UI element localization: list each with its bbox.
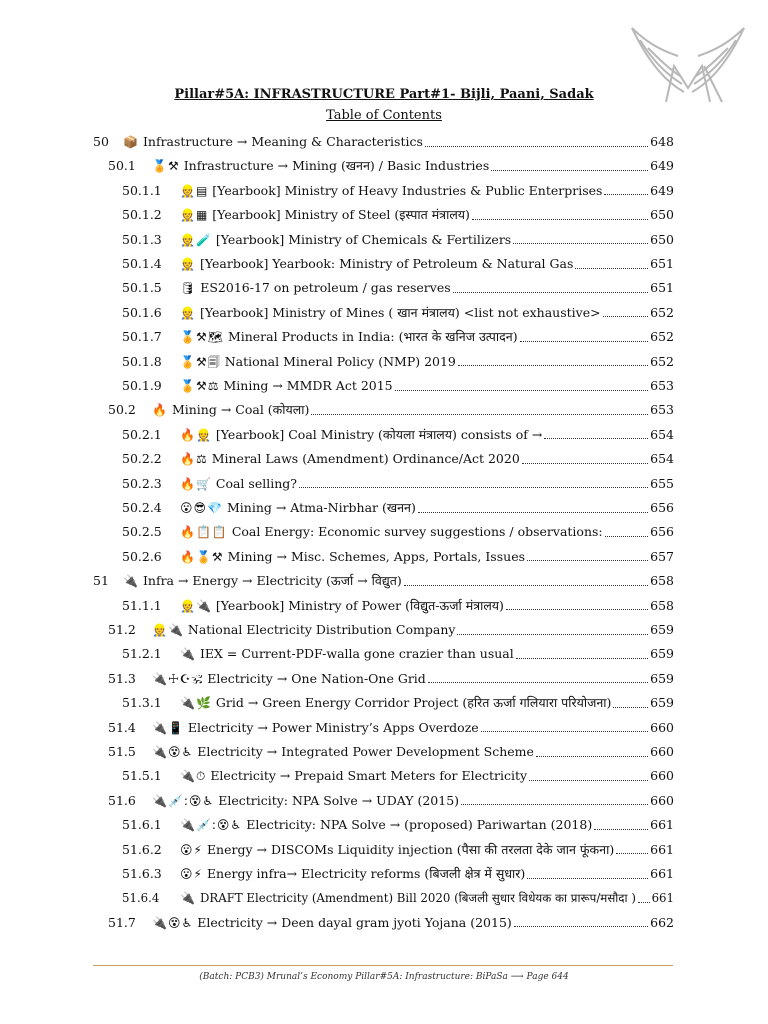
toc-entry[interactable]	[122, 496, 674, 520]
toc-leader-dots	[404, 585, 648, 586]
toc-entry-page-number: 656	[650, 500, 674, 515]
toc-leader-dots	[529, 780, 648, 781]
toc-leader-dots	[491, 170, 648, 171]
toc-entry-icons: 🔌	[180, 647, 196, 662]
toc-entry-page-number: 661	[650, 866, 674, 881]
toc-entry-title: [Yearbook] Yearbook: Ministry of Petroleum & Natural Gas	[199, 256, 574, 271]
toc-entry-number: 50.2.4	[122, 500, 162, 515]
toc-entry-number: 51.5	[108, 744, 136, 759]
toc-entry-icons: 👷🧪	[180, 232, 212, 247]
toc-entry-number: 50.1.3	[122, 231, 162, 247]
toc-entry-title: [Yearbook] Coal Ministry (कोयला मंत्रालय) consists of →	[215, 426, 543, 442]
toc-leader-dots	[461, 804, 648, 805]
toc-entry[interactable]	[122, 520, 674, 544]
toc-entry-title: Infrastructure → Mining (खनन) / Basic Industries	[183, 158, 490, 174]
toc-entry[interactable]	[108, 740, 674, 764]
toc-entry-page-number: 660	[650, 768, 674, 784]
toc-entry-title: Electricity: NPA Solve → (proposed) Pariwartan (2018)	[246, 817, 593, 833]
toc-entry[interactable]	[122, 472, 674, 496]
toc-entry[interactable]	[108, 154, 674, 178]
toc-entry-page-number: 662	[650, 914, 674, 930]
toc-entry-icons: 🔌	[180, 891, 196, 906]
toc-entry[interactable]	[93, 130, 674, 154]
toc-leader-dots	[428, 682, 648, 683]
toc-entry-number: 51.6.1	[122, 817, 162, 833]
toc-leader-dots	[481, 731, 648, 732]
toc-entry-icons: 🔌⏱	[180, 769, 207, 784]
toc-entry-page-number: 659	[650, 646, 674, 662]
toc-entry-icons: 🏅⚒🗐	[180, 354, 221, 369]
toc-entry-number: 50.1.5	[122, 280, 162, 296]
toc-leader-dots	[520, 341, 649, 342]
toc-entry-title: Mining → Misc. Schemes, Apps, Portals, Issues	[227, 548, 526, 564]
toc-entry[interactable]	[122, 203, 674, 227]
toc-entry-number: 51.6.4	[122, 891, 160, 906]
toc-entry-page-number: 653	[650, 402, 674, 418]
toc-entry-page-number: 659	[650, 622, 674, 637]
toc-entry-title: Electricity → Prepaid Smart Meters for Electricity	[210, 768, 528, 784]
toc-entry-number: 50.1.1	[122, 182, 162, 198]
toc-entry-icons: 🔌💉:😵♿	[180, 818, 243, 833]
toc-entry-icons: 👷▤	[180, 183, 209, 198]
toc-leader-dots	[506, 609, 648, 610]
toc-entry-number: 51.6.2	[122, 841, 162, 857]
toc-entry-page-number: 648	[650, 134, 674, 149]
toc-entry-title: [Yearbook] Ministry of Heavy Industries & Public Enterprises	[212, 182, 603, 198]
toc-entry-icons: 🏅⚒⚖	[180, 379, 220, 393]
toc-entry-page-number: 652	[650, 353, 674, 369]
toc-leader-dots	[472, 219, 648, 220]
toc-entry-title: [Yearbook] Ministry of Mines ( खान मंत्रालय) <list not exhaustive>	[199, 304, 601, 320]
toc-entry-page-number: 649	[650, 182, 674, 198]
toc-entry-title: ES2016-17 on petroleum / gas reserves	[200, 280, 451, 296]
toc-entry-title: Infra → Energy → Electricity (ऊर्जा → विद्युत)	[142, 573, 402, 589]
toc-entry-icons: 😮⚡	[180, 867, 203, 881]
toc-entry-icons: 📦	[123, 135, 139, 149]
toc-entry-page-number: 654	[650, 451, 674, 467]
toc-entry-page-number: 660	[650, 792, 674, 808]
toc-entry-title: Infrastructure → Meaning & Characteristics	[142, 134, 423, 149]
toc-entry-title: Electricity → One Nation-One Grid	[207, 670, 426, 686]
toc-entry-icons: 🔥👷	[180, 427, 212, 442]
document-title: Pillar#5A: INFRASTRUCTURE Part#1- Bijli, Paani, Sadak	[174, 87, 594, 102]
toc-entry-page-number: 657	[650, 548, 674, 564]
toc-entry-number: 50.2.2	[122, 451, 162, 467]
toc-leader-dots	[395, 390, 649, 391]
toc-entry-number: 50.2.3	[122, 475, 162, 491]
toc-entry-icons: 🔌📱	[152, 720, 184, 735]
toc-entry-icons: 🔥🛒	[180, 476, 212, 491]
toc-leader-dots	[604, 194, 648, 195]
toc-entry[interactable]	[122, 838, 674, 862]
toc-entry[interactable]	[122, 447, 674, 471]
toc-entry-icons: 🔌😵♿	[152, 915, 194, 930]
toc-entry-icons: 😮😎💎	[180, 501, 223, 515]
toc-entry[interactable]	[122, 179, 674, 203]
toc-entry[interactable]	[108, 398, 674, 422]
toc-leader-dots	[544, 438, 648, 439]
toc-entry-page-number: 660	[650, 744, 674, 759]
toc-entry-page-number: 651	[650, 256, 674, 271]
toc-entry[interactable]	[122, 374, 674, 398]
toc-entry-icons: 🔌	[123, 574, 139, 589]
toc-entry-icons: 👷	[180, 257, 196, 271]
toc-entry-page-number: 650	[650, 207, 674, 223]
toc-entry[interactable]	[122, 301, 674, 325]
toc-leader-dots	[603, 316, 649, 317]
toc-leader-dots	[616, 853, 648, 854]
toc-entry-icons: 🔥🏅⚒	[180, 549, 224, 564]
toc-entry-page-number: 652	[650, 329, 674, 345]
toc-entry-number: 50.1.4	[122, 256, 162, 271]
toc-leader-dots	[536, 756, 648, 757]
toc-entry-icons: 🔥📋📋	[180, 525, 228, 540]
toc-entry-number: 51.6.3	[122, 866, 162, 881]
toc-entry-page-number: 660	[650, 719, 674, 735]
toc-entry-title: Electricity: NPA Solve → UDAY (2015)	[218, 792, 460, 808]
toc-entry-page-number: 655	[650, 475, 674, 491]
toc-entry-page-number: 650	[650, 231, 674, 247]
toc-entry-page-number: 652	[650, 304, 674, 320]
toc-entry-title: Electricity → Integrated Power Development Scheme	[197, 744, 534, 759]
toc-entry-number: 51.3	[108, 670, 136, 686]
toc-entry-page-number: 649	[650, 158, 674, 174]
toc-leader-dots	[594, 829, 648, 830]
toc-entry-icons: 🔌☩☪🕉	[152, 671, 204, 686]
toc-entry[interactable]	[122, 642, 674, 666]
toc-entry-page-number: 661	[650, 817, 674, 833]
toc-entry-title: Energy infra→ Electricity reforms (बिजली क्षेत्र में सुधार)	[206, 866, 526, 881]
toc-entry-icons: 😮⚡	[180, 842, 203, 857]
toc-entry-number: 51.1.1	[122, 597, 162, 613]
toc-entry[interactable]	[122, 276, 674, 300]
toc-entry[interactable]	[108, 618, 674, 642]
toc-entry-number: 50	[93, 134, 109, 149]
toc-entry-number: 51.5.1	[122, 768, 162, 784]
toc-entry-number: 50.1.9	[122, 378, 162, 393]
toc-entry-title: [Yearbook] Ministry of Chemicals & Fertilizers	[215, 231, 512, 247]
toc-entry[interactable]	[122, 691, 674, 715]
toc-leader-dots	[575, 268, 648, 269]
toc-entry-number: 51.2	[108, 622, 136, 637]
toc-entry-title: Coal Energy: Economic survey suggestions / observations:	[231, 524, 603, 540]
toc-entry[interactable]	[108, 667, 674, 691]
toc-leader-dots	[522, 463, 648, 464]
toc-entry-icons: 🔥	[152, 403, 168, 418]
toc-entry-icons: 👷🔌	[180, 598, 212, 613]
toc-entry[interactable]	[122, 350, 674, 374]
toc-entry-number: 50.1.7	[122, 329, 162, 345]
toc-entry-page-number: 661	[651, 891, 674, 906]
toc-entry-title: Mineral Products in India: (भारत के खनिज उत्पादन)	[227, 329, 518, 345]
toc-entry-title: [Yearbook] Ministry of Power (विद्युत-ऊर्जा मंत्रालय)	[215, 597, 504, 613]
toc-entry-icons: 🔌😵♿	[152, 745, 194, 759]
toc-entry-title: National Mineral Policy (NMP) 2019	[224, 353, 456, 369]
toc-entry-title: Grid → Green Energy Corridor Project (हरित ऊर्जा गलियारा परियोजना)	[215, 695, 612, 711]
toc-entry[interactable]	[108, 911, 674, 935]
toc-entry-title: Mineral Laws (Amendment) Ordinance/Act 2020	[211, 451, 520, 467]
toc-entry-page-number: 659	[650, 670, 674, 686]
toc-entry[interactable]	[108, 789, 674, 813]
toc-entry[interactable]	[108, 716, 674, 740]
toc-entry-number: 50.1.8	[122, 353, 162, 369]
toc-entry-number: 50.2.5	[122, 524, 162, 540]
toc-entry-number: 50.1.2	[122, 207, 162, 223]
toc-entry-number: 51.7	[108, 914, 136, 930]
toc-leader-dots	[613, 707, 648, 708]
toc-entry-number: 51.4	[108, 719, 136, 735]
toc-leader-dots	[299, 487, 648, 488]
toc-leader-dots	[638, 902, 650, 903]
toc-leader-dots	[527, 878, 648, 879]
toc-entry-icons: 🔥⚖	[180, 452, 208, 467]
toc-leader-dots	[458, 365, 648, 366]
toc-entry-icons: 👷🔌	[152, 623, 184, 637]
toc-entry[interactable]	[122, 228, 674, 252]
toc-entry[interactable]	[122, 325, 674, 349]
toc-leader-dots	[514, 926, 648, 927]
toc-leader-dots	[418, 512, 648, 513]
toc-entry-number: 50.2.1	[122, 426, 162, 442]
toc-entry-number: 51.3.1	[122, 695, 162, 711]
page-footer: (Batch: PCB3) Mrunal’s Economy Pillar#5A: Infrastructure: BiPaSa ⟶ Page 644	[199, 972, 569, 982]
footer-divider	[93, 965, 673, 966]
toc-entry-page-number: 658	[650, 597, 674, 613]
toc-entry-icons: 👷	[180, 305, 196, 320]
toc-entry-title: Energy → DISCOMs Liquidity injection (पैसा की तरलता देके जान फूंकना)	[206, 841, 615, 857]
toc-entry-title: IEX = Current-PDF-walla gone crazier than usual	[199, 646, 514, 662]
toc-entry-title: Electricity → Power Ministry’s Apps Overdoze	[187, 719, 479, 735]
toc-entry-title: Electricity → Deen dayal gram jyoti Yojana (2015)	[197, 914, 512, 930]
toc-entry-icons: 🛢	[180, 281, 197, 296]
toc-heading: Table of Contents	[326, 108, 442, 123]
toc-entry-icons: 👷▦	[180, 208, 209, 223]
toc-entry-icons: 🔌💉:😵♿	[152, 793, 215, 808]
toc-entry-icons: 🔌🌿	[180, 696, 212, 711]
toc-entry-icons: 🏅⚒🗺	[180, 330, 224, 345]
toc-leader-dots	[513, 243, 648, 244]
toc-entry[interactable]	[93, 569, 674, 593]
toc-entry-page-number: 653	[650, 378, 674, 393]
toc-entry-title: National Electricity Distribution Company	[187, 622, 456, 637]
toc-leader-dots	[425, 146, 648, 147]
toc-entry-page-number: 658	[650, 573, 674, 589]
toc-entry[interactable]	[122, 862, 674, 886]
toc-entry-title: Mining → Atma-Nirbhar (खनन)	[226, 500, 416, 515]
toc-entry-number: 51.6	[108, 792, 136, 808]
toc-leader-dots	[457, 634, 648, 635]
toc-entry-title: Mining → MMDR Act 2015	[223, 378, 393, 393]
toc-entry[interactable]	[122, 813, 674, 837]
toc-entry-page-number: 651	[650, 280, 674, 296]
toc-entry-number: 51.2.1	[122, 646, 162, 662]
toc-entry-number: 50.1	[108, 158, 136, 174]
toc-entry-number: 51	[93, 573, 109, 589]
toc-leader-dots	[453, 292, 648, 293]
toc-entry-page-number: 659	[650, 695, 674, 711]
toc-leader-dots	[516, 658, 648, 659]
toc-entry-page-number: 654	[650, 426, 674, 442]
toc-leader-dots	[527, 560, 648, 561]
toc-entry-page-number: 661	[650, 841, 674, 857]
toc-leader-dots	[605, 536, 649, 537]
toc-entry-icons: 🏅⚒	[152, 159, 180, 174]
toc-entry-title: Mining → Coal (कोयला)	[171, 402, 310, 418]
toc-entry[interactable]	[122, 594, 674, 618]
toc-entry-number: 50.2	[108, 402, 136, 418]
toc-leader-dots	[311, 414, 648, 415]
toc-entry[interactable]	[122, 764, 674, 788]
toc-entry-title: Coal selling?	[215, 475, 297, 491]
toc-entry-title: [Yearbook] Ministry of Steel (इस्पात मंत्रालय)	[212, 207, 470, 223]
toc-entry-number: 50.2.6	[122, 548, 162, 564]
toc-entry-number: 50.1.6	[122, 304, 162, 320]
toc-entry-title: DRAFT Electricity (Amendment) Bill 2020 (बिजली सुधार विधेयक का प्रारूप/मसौदा )	[199, 891, 636, 906]
toc-entry[interactable]	[122, 252, 674, 276]
toc-entry[interactable]	[122, 545, 674, 569]
toc-entry-page-number: 656	[650, 524, 674, 540]
toc-entry[interactable]	[122, 423, 674, 447]
toc-entry[interactable]	[122, 886, 674, 910]
